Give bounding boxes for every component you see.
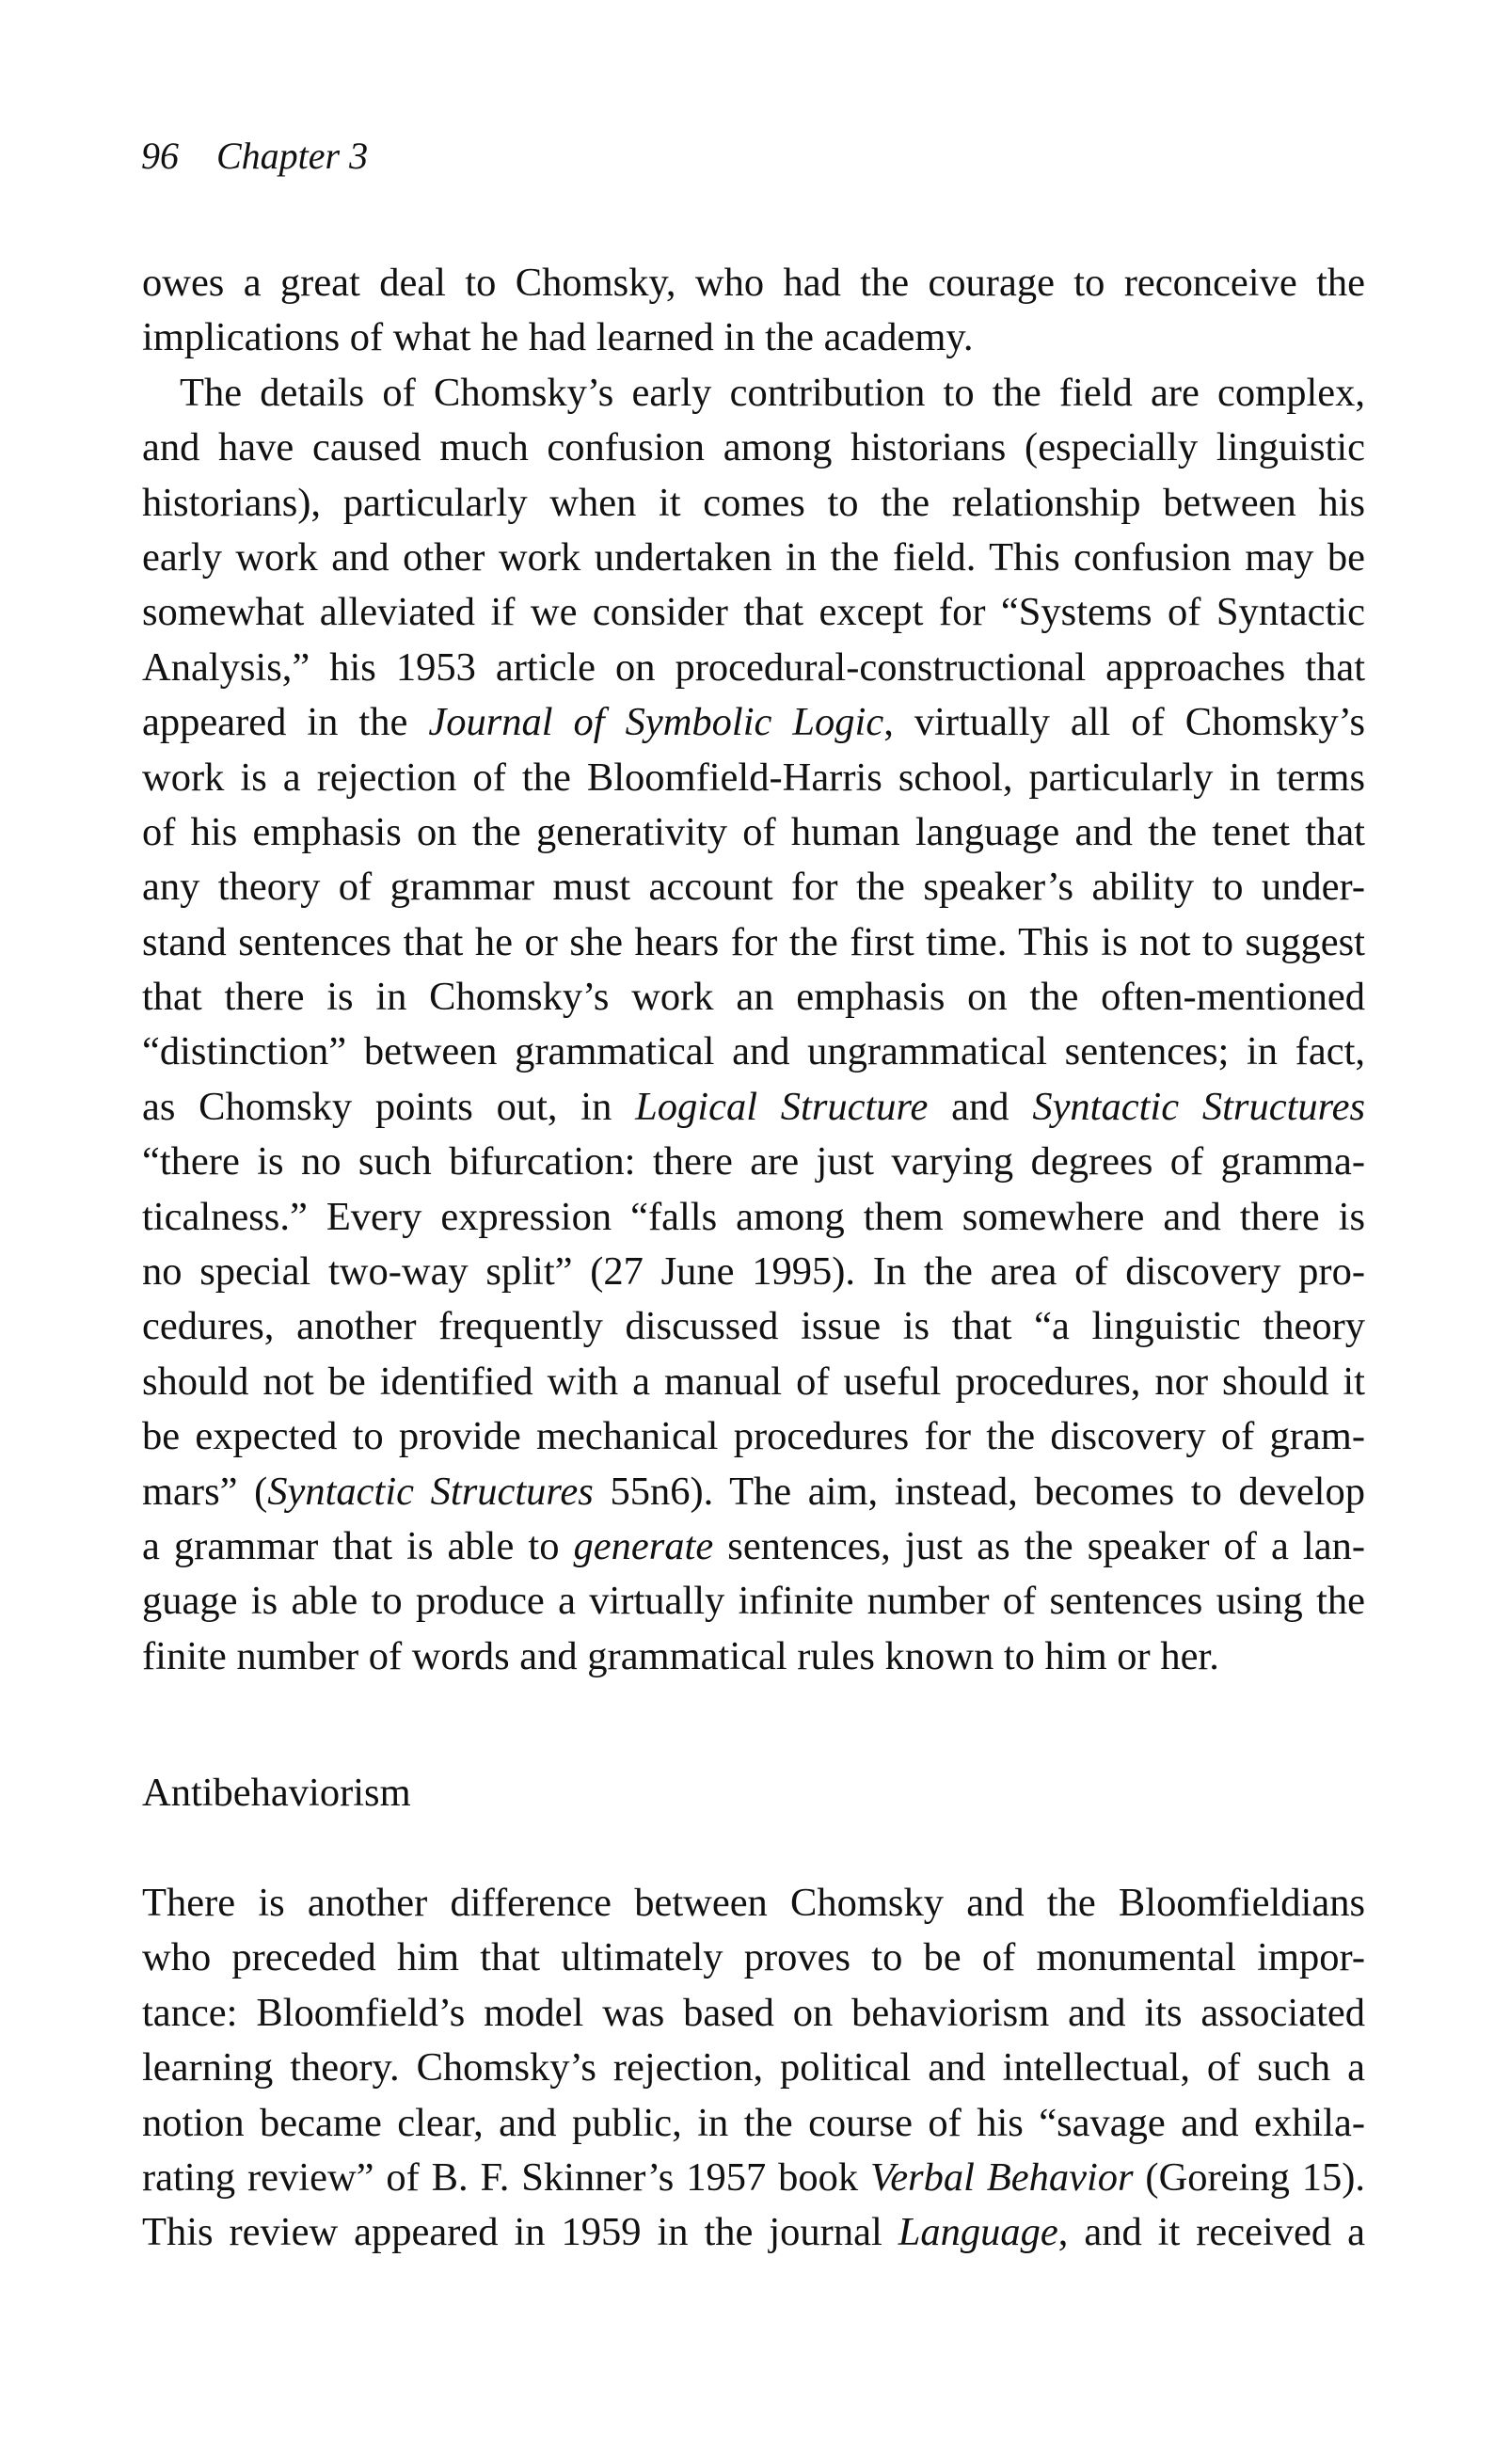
text-line	[142, 695, 1365, 750]
journal-title: Journal of Symbolic Logic	[428, 700, 884, 745]
text-line: “there is no such bifurcation: there are just varying degrees of gramma-	[142, 1139, 1365, 1184]
text-line: learning theory. Chomsky’s rejection, political and intellectual, of such a	[142, 2045, 1365, 2090]
text-line: who preceded him that ultimately proves to be of monumental impor-	[142, 1935, 1365, 1980]
text-run: appeared in the	[142, 700, 429, 745]
text-line: early work and other work undertaken in the field. This confusion may be	[142, 534, 1365, 580]
text-run: (Goreing 15).	[1133, 2154, 1365, 2200]
text-line: notion became clear, and public, in the course of his “savage and exhila-	[142, 2100, 1365, 2145]
text-line: The details of Chomsky’s early contribution to the field are complex,	[180, 370, 1365, 415]
text-line: of his emphasis on the generativity of human language and the tenet that	[142, 809, 1365, 854]
text-run: as Chomsky points out, in	[142, 1084, 636, 1129]
text-line: ticalness.” Every expression “falls among them somewhere and there is	[142, 1194, 1365, 1239]
running-head	[141, 132, 368, 181]
text-line: should not be identified with a manual of useful procedures, nor should it	[142, 1359, 1365, 1404]
body-text	[142, 256, 1365, 1684]
journal-title: Language	[898, 2210, 1058, 2255]
page-number: 96	[141, 135, 179, 177]
text-line: that there is in Chomsky’s work an emphasis on the often-mentioned	[142, 975, 1365, 1020]
emphasis: generate	[573, 1523, 714, 1568]
text-run: mars” (	[142, 1469, 268, 1514]
text-line: historians), particularly when it comes to the relationship between his	[142, 480, 1365, 525]
text-run: sentences, just as the speaker of a lan-	[713, 1523, 1365, 1568]
text-line	[142, 1080, 1365, 1135]
text-line: owes a great deal to Chomsky, who had the courage to reconceive the	[142, 261, 1365, 305]
body-text	[142, 1876, 1365, 2261]
text-line: stand sentences that he or she hears for the first time. This is not to suggest	[142, 919, 1365, 964]
text-line: There is another difference between Chomsky and the Bloomfieldians	[142, 1881, 1365, 1925]
book-title: Syntactic Structures	[267, 1469, 594, 1514]
text-line: be expected to provide mechanical procedures for the discovery of gram-	[142, 1414, 1365, 1459]
book-title: Verbal Behavior	[869, 2154, 1134, 2200]
text-line	[142, 2205, 1365, 2260]
text-run: and	[928, 1084, 1033, 1129]
text-run: , virtually all of Chomsky’s	[883, 700, 1365, 745]
text-line: somewhat alleviated if we consider that except for “Systems of Syntactic	[142, 590, 1365, 635]
text-run: 55n6). The aim, instead, becomes to develop	[593, 1469, 1365, 1514]
text-run: This review appeared in 1959 in the journal	[142, 2210, 898, 2255]
text-line	[142, 1465, 1365, 1519]
text-line: tance: Bloomfield’s model was based on behaviorism and its associated	[142, 1990, 1365, 2035]
text-line: no special two-way split” (27 June 1995). In the area of discovery pro-	[142, 1249, 1365, 1295]
section-heading: Antibehaviorism	[142, 1771, 411, 1815]
text-line: Analysis,” his 1953 article on procedural-constructional approaches that	[142, 644, 1365, 690]
text-line	[142, 1519, 1365, 1574]
text-run: a grammar that is able to	[142, 1523, 574, 1568]
book-title: Syntactic Structures	[1032, 1084, 1365, 1129]
chapter-title: Chapter 3	[216, 135, 369, 177]
text-run: , and it received a	[1057, 2210, 1365, 2255]
text-line: and have caused much confusion among historians (especially linguistic	[142, 425, 1365, 470]
text-line: guage is able to produce a virtually infinite number of sentences using the	[142, 1579, 1365, 1624]
text-line: cedures, another frequently discussed issue is that “a linguistic theory	[142, 1304, 1365, 1349]
text-line: any theory of grammar must account for the speaker’s ability to under-	[142, 865, 1365, 910]
text-line: implications of what he had learned in the academy.	[142, 315, 974, 360]
text-line: “distinction” between grammatical and ungrammatical sentences; in fact,	[142, 1029, 1365, 1074]
text-run: rating review” of B. F. Skinner’s 1957 book	[142, 2154, 870, 2200]
text-line: finite number of words and grammatical rules known to him or her.	[142, 1633, 1219, 1678]
text-line: work is a rejection of the Bloomfield-Harris school, particularly in terms	[142, 755, 1365, 800]
book-title: Logical Structure	[635, 1084, 929, 1129]
text-line	[142, 2151, 1365, 2205]
